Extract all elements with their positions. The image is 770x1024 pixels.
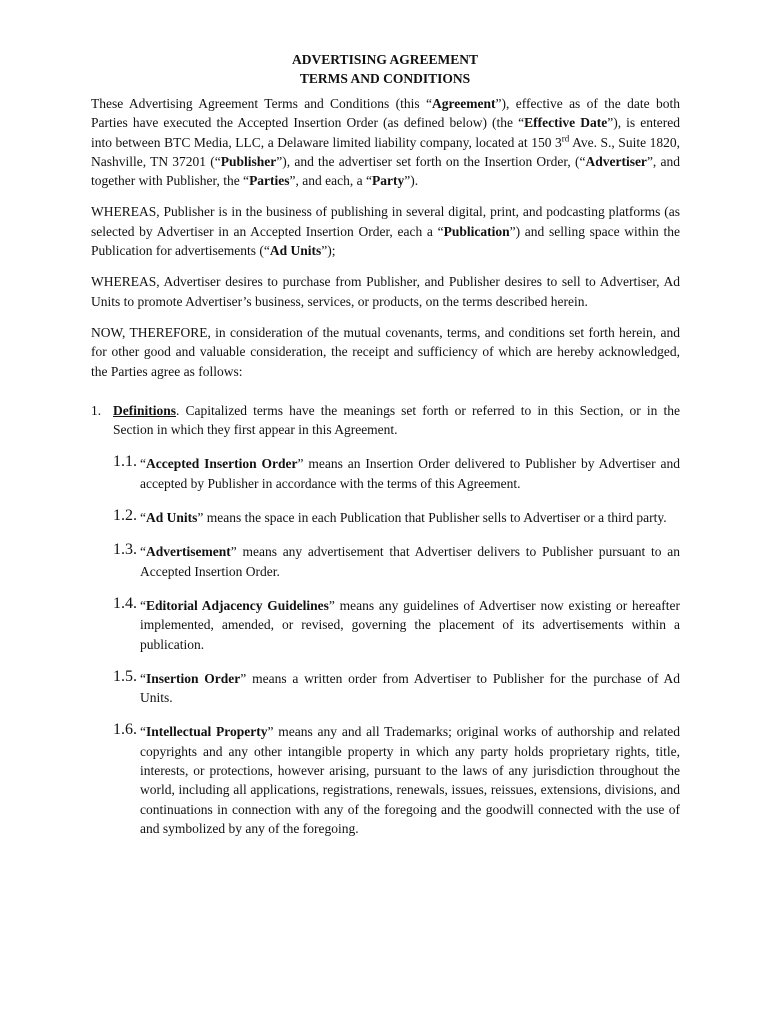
whereas-paragraph-2: WHEREAS, Advertiser desires to purchase from Publisher, and Publisher desires to sell to Advertiser, Ad Units to promote Advertiser’s business, services, or products, on the terms described herein. — [91, 274, 680, 309]
definition-text: “Accepted Insertion Order” means an Insertion Order delivered to Publisher by Advertiser and accepted by Publisher in accordance with the terms of this Agreement. — [140, 456, 680, 491]
document-body — [91, 94, 680, 838]
definition-number: 1.3. — [113, 541, 137, 559]
section-1-intro: Definitions. Capitalized terms have the meanings set forth or referred to in this Section, or in the Section in which they first appear in this Agreement. — [113, 402, 680, 438]
definition-text: “Ad Units” means the space in each Publication that Publisher sells to Advertiser or a third party. — [140, 510, 667, 526]
now-therefore-paragraph: NOW, THEREFORE, in consideration of the mutual covenants, terms, and conditions set forth herein, and for other good and valuable consideration, the receipt and sufficiency of which are hereby acknowledged, the Parties agree as follows: — [91, 324, 680, 379]
definition-term: Intellectual Property — [146, 724, 268, 740]
definition-item — [91, 542, 680, 581]
section-1-definitions — [91, 401, 680, 440]
definitions-list — [91, 454, 680, 838]
definition-number: 1.4. — [113, 594, 137, 612]
document-subtitle: TERMS AND CONDITIONS — [299, 71, 471, 86]
definition-number: 1.1. — [113, 453, 137, 471]
definition-text: “Insertion Order” means a written order from Advertiser to Publisher for the purchase of Ad Units. — [140, 670, 680, 706]
section-number: 1. — [91, 402, 102, 418]
definition-item — [91, 669, 680, 708]
document-title-block — [0, 50, 770, 88]
definition-item — [91, 454, 680, 493]
definition-term: Insertion Order — [146, 670, 241, 686]
whereas-paragraph-1: WHEREAS, Publisher is in the business of publishing in several digital, print, and podcasting platforms (as selected by Advertiser in an Accepted Insertion Order, each a “Publication”) and selling space within the Publication for advertisements (“Ad Units”); — [91, 204, 680, 259]
definition-number: 1.2. — [113, 507, 137, 525]
definition-term: Editorial Adjacency Guidelines — [146, 597, 329, 613]
definition-item — [91, 596, 680, 654]
section-heading: Definitions — [113, 402, 177, 418]
definition-term: Ad Units — [146, 510, 198, 526]
document-title: ADVERTISING AGREEMENT — [292, 52, 478, 67]
definition-number: 1.5. — [113, 667, 137, 685]
definition-text: “Editorial Adjacency Guidelines” means any guidelines of Advertiser now existing or hereafter implemented, amended, or revised, governing the placement of its advertisements within a publication. — [140, 597, 680, 652]
definition-text: “Advertisement” means any advertisement that Advertiser delivers to Publisher pursuant to an Accepted Insertion Order. — [140, 544, 680, 579]
definition-item — [91, 722, 680, 838]
definition-term: Advertisement — [146, 544, 231, 560]
intro-paragraph: These Advertising Agreement Terms and Conditions (this “Agreement”), effective as of the date both Parties have executed the Accepted Insertion Order (as defined below) (the “Effective Date”), is entered into between BTC Media, LLC, a Delaware limited liability company, located at 150 3rd Ave. S., Suite 1820, Nashville, TN 37201 (“Publisher”), and the advertiser set forth on the Insertion Order, (“Advertiser”, and together with Publisher, the “Parties”, and each, a “Party”). — [91, 96, 681, 189]
definition-item — [91, 508, 680, 527]
definition-number: 1.6. — [113, 721, 137, 739]
definition-text: “Intellectual Property” means any and all Trademarks; original works of authorship and related copyrights and any other intangible property in which any party holds proprietary rights, title, interests, or protections, however arising, pursuant to the laws of any jurisdiction throughout the world, including all applications, registrations, renewals, issues, reissues, extensions, divisions, and continuations in connection with any of the foregoing and the goodwill connected with the use of and symbolized by any of the foregoing. — [140, 724, 680, 836]
definition-term: Accepted Insertion Order — [146, 456, 298, 472]
